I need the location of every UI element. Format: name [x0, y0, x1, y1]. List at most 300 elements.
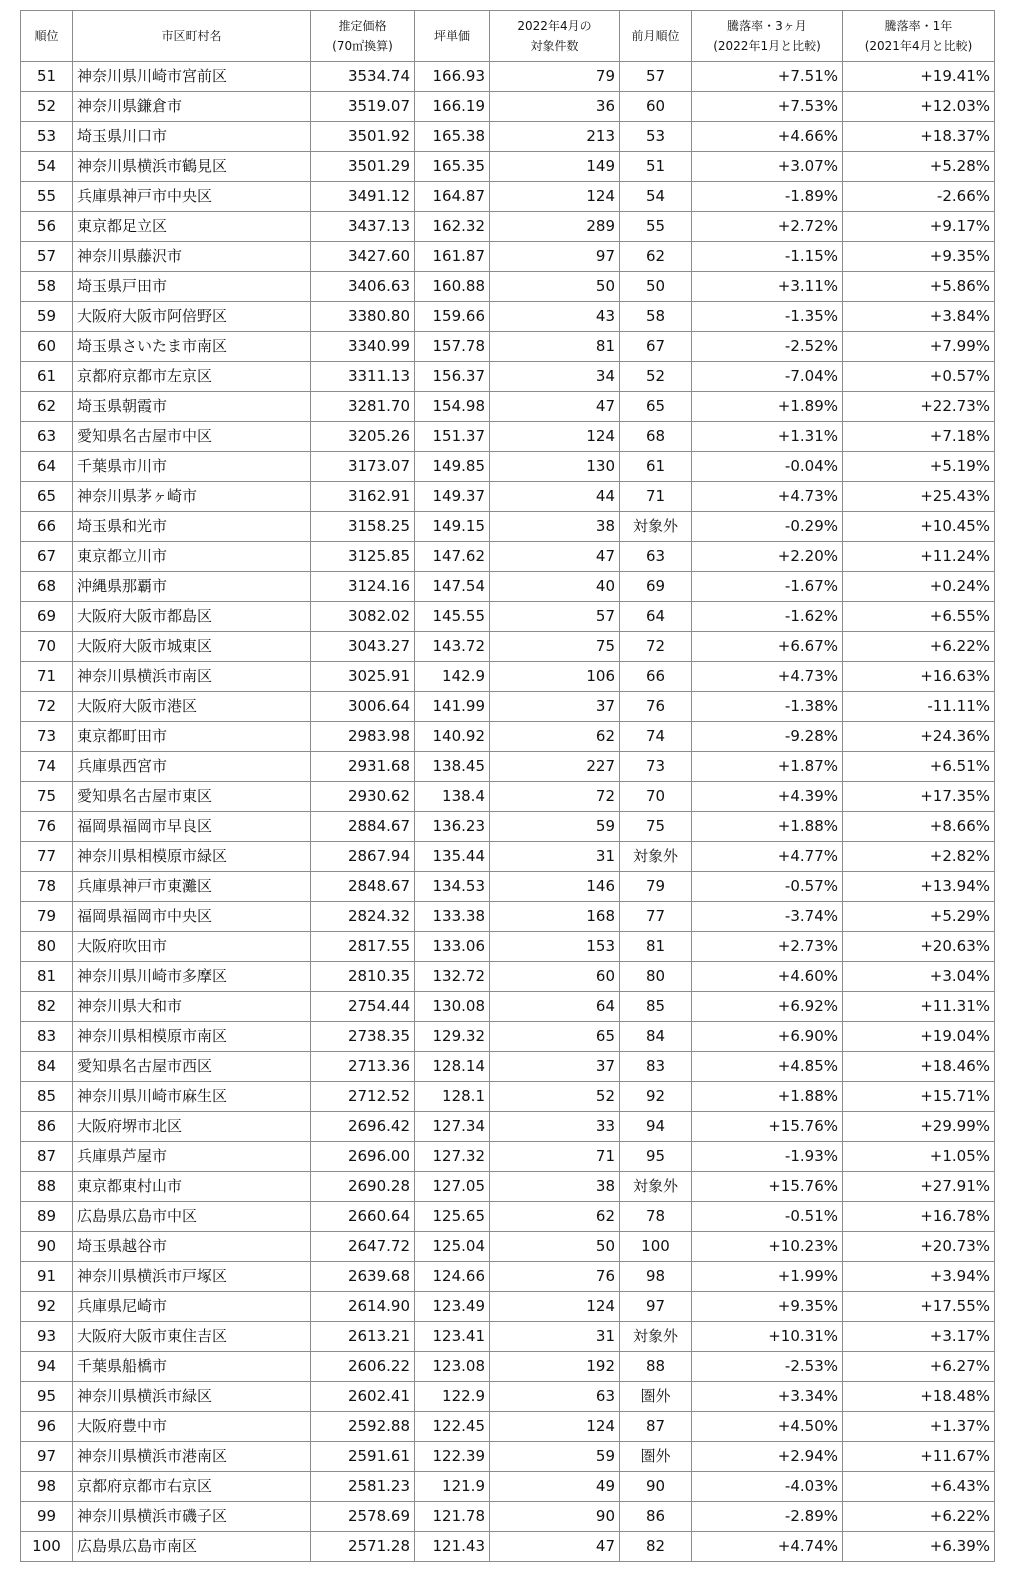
estimated-price-cell: 3205.26 — [311, 422, 415, 452]
municipality-cell: 埼玉県さいたま市南区 — [73, 332, 311, 362]
change-1-year-cell: +12.03% — [843, 92, 995, 122]
change-1-year-cell: +1.37% — [843, 1412, 995, 1442]
table-row — [21, 1172, 995, 1202]
tsubo-price-cell: 122.39 — [415, 1442, 490, 1472]
listing-count-cell: 33 — [490, 1112, 620, 1142]
tsubo-price-cell: 161.87 — [415, 242, 490, 272]
table-row — [21, 272, 995, 302]
listing-count-cell: 60 — [490, 962, 620, 992]
previous-rank-cell: 67 — [620, 332, 692, 362]
table-row — [21, 872, 995, 902]
listing-count-cell: 38 — [490, 1172, 620, 1202]
rank-cell: 79 — [21, 902, 73, 932]
rank-cell: 52 — [21, 92, 73, 122]
change-1-year-cell: +29.99% — [843, 1112, 995, 1142]
change-1-year-cell: +13.94% — [843, 872, 995, 902]
table-row — [21, 632, 995, 662]
listing-count-cell: 81 — [490, 332, 620, 362]
listing-count-cell: 76 — [490, 1262, 620, 1292]
municipality-cell: 埼玉県和光市 — [73, 512, 311, 542]
tsubo-price-cell: 127.05 — [415, 1172, 490, 1202]
listing-count-cell: 90 — [490, 1502, 620, 1532]
listing-count-cell: 213 — [490, 122, 620, 152]
rank-cell: 91 — [21, 1262, 73, 1292]
change-3-months-cell: +1.89% — [692, 392, 843, 422]
header-line: 推定価格 — [338, 19, 387, 33]
previous-rank-cell: 51 — [620, 152, 692, 182]
change-1-year-cell: +3.17% — [843, 1322, 995, 1352]
table-row — [21, 122, 995, 152]
header-line: (70㎡換算) — [332, 39, 393, 53]
tsubo-price-cell: 133.06 — [415, 932, 490, 962]
table-row — [21, 182, 995, 212]
tsubo-price-cell: 141.99 — [415, 692, 490, 722]
change-3-months-cell: -1.62% — [692, 602, 843, 632]
previous-rank-cell: 98 — [620, 1262, 692, 1292]
listing-count-cell: 62 — [490, 722, 620, 752]
previous-rank-cell: 94 — [620, 1112, 692, 1142]
change-1-year-cell: +2.82% — [843, 842, 995, 872]
header-rank — [21, 11, 73, 62]
change-3-months-cell: +10.23% — [692, 1232, 843, 1262]
municipality-cell: 兵庫県神戸市中央区 — [73, 182, 311, 212]
previous-rank-cell: 50 — [620, 272, 692, 302]
municipality-cell: 神奈川県茅ヶ崎市 — [73, 482, 311, 512]
previous-rank-cell: 69 — [620, 572, 692, 602]
estimated-price-cell: 3281.70 — [311, 392, 415, 422]
estimated-price-cell: 2592.88 — [311, 1412, 415, 1442]
change-3-months-cell: +2.73% — [692, 932, 843, 962]
table-row — [21, 1052, 995, 1082]
municipality-cell: 大阪府大阪市東住吉区 — [73, 1322, 311, 1352]
listing-count-cell: 62 — [490, 1202, 620, 1232]
rank-cell: 74 — [21, 752, 73, 782]
table-row — [21, 752, 995, 782]
estimated-price-cell: 3311.13 — [311, 362, 415, 392]
tsubo-price-cell: 129.32 — [415, 1022, 490, 1052]
estimated-price-cell: 3519.07 — [311, 92, 415, 122]
estimated-price-cell: 2983.98 — [311, 722, 415, 752]
estimated-price-cell: 2810.35 — [311, 962, 415, 992]
table-row — [21, 1472, 995, 1502]
listing-count-cell: 31 — [490, 842, 620, 872]
rank-cell: 75 — [21, 782, 73, 812]
change-3-months-cell: -7.04% — [692, 362, 843, 392]
change-1-year-cell: +6.27% — [843, 1352, 995, 1382]
municipality-cell: 大阪府豊中市 — [73, 1412, 311, 1442]
change-1-year-cell: +18.48% — [843, 1382, 995, 1412]
estimated-price-cell: 2738.35 — [311, 1022, 415, 1052]
previous-rank-cell: 対象外 — [620, 842, 692, 872]
municipality-cell: 神奈川県相模原市緑区 — [73, 842, 311, 872]
table-row — [21, 1502, 995, 1532]
listing-count-cell: 64 — [490, 992, 620, 1022]
tsubo-price-cell: 157.78 — [415, 332, 490, 362]
previous-rank-cell: 65 — [620, 392, 692, 422]
table-row — [21, 422, 995, 452]
table-row — [21, 332, 995, 362]
previous-rank-cell: 75 — [620, 812, 692, 842]
previous-rank-cell: 97 — [620, 1292, 692, 1322]
listing-count-cell: 47 — [490, 392, 620, 422]
table-row — [21, 572, 995, 602]
estimated-price-cell: 3125.85 — [311, 542, 415, 572]
change-1-year-cell: -11.11% — [843, 692, 995, 722]
municipality-cell: 埼玉県戸田市 — [73, 272, 311, 302]
listing-count-cell: 124 — [490, 182, 620, 212]
municipality-cell: 大阪府吹田市 — [73, 932, 311, 962]
table-row — [21, 932, 995, 962]
municipality-cell: 神奈川県相模原市南区 — [73, 1022, 311, 1052]
previous-rank-cell: 86 — [620, 1502, 692, 1532]
rank-cell: 51 — [21, 62, 73, 92]
rank-cell: 77 — [21, 842, 73, 872]
previous-rank-cell: 88 — [620, 1352, 692, 1382]
rank-cell: 97 — [21, 1442, 73, 1472]
change-3-months-cell: -3.74% — [692, 902, 843, 932]
municipality-cell: 神奈川県川崎市多摩区 — [73, 962, 311, 992]
municipality-cell: 東京都町田市 — [73, 722, 311, 752]
tsubo-price-cell: 138.45 — [415, 752, 490, 782]
change-1-year-cell: +6.51% — [843, 752, 995, 782]
municipality-cell: 愛知県名古屋市東区 — [73, 782, 311, 812]
municipality-cell: 兵庫県神戸市東灘区 — [73, 872, 311, 902]
listing-count-cell: 50 — [490, 1232, 620, 1262]
table-row — [21, 452, 995, 482]
tsubo-price-cell: 136.23 — [415, 812, 490, 842]
table-row — [21, 692, 995, 722]
tsubo-price-cell: 162.32 — [415, 212, 490, 242]
table-row — [21, 782, 995, 812]
listing-count-cell: 65 — [490, 1022, 620, 1052]
change-3-months-cell: +4.66% — [692, 122, 843, 152]
rank-cell: 55 — [21, 182, 73, 212]
listing-count-cell: 40 — [490, 572, 620, 602]
rank-cell: 57 — [21, 242, 73, 272]
municipality-cell: 東京都足立区 — [73, 212, 311, 242]
rank-cell: 90 — [21, 1232, 73, 1262]
header-line: (2021年4月と比較) — [864, 39, 973, 53]
table-row — [21, 1292, 995, 1322]
estimated-price-cell: 2614.90 — [311, 1292, 415, 1322]
table-row — [21, 542, 995, 572]
tsubo-price-cell: 149.85 — [415, 452, 490, 482]
tsubo-price-cell: 121.78 — [415, 1502, 490, 1532]
tsubo-price-cell: 130.08 — [415, 992, 490, 1022]
listing-count-cell: 49 — [490, 1472, 620, 1502]
tsubo-price-cell: 125.04 — [415, 1232, 490, 1262]
table-row — [21, 242, 995, 272]
listing-count-cell: 59 — [490, 812, 620, 842]
previous-rank-cell: 対象外 — [620, 1322, 692, 1352]
listing-count-cell: 43 — [490, 302, 620, 332]
estimated-price-cell: 2591.61 — [311, 1442, 415, 1472]
change-1-year-cell: +6.39% — [843, 1532, 995, 1562]
listing-count-cell: 124 — [490, 1292, 620, 1322]
municipality-cell: 神奈川県横浜市鶴見区 — [73, 152, 311, 182]
change-1-year-cell: +7.99% — [843, 332, 995, 362]
municipality-cell: 福岡県福岡市中央区 — [73, 902, 311, 932]
tsubo-price-cell: 127.34 — [415, 1112, 490, 1142]
estimated-price-cell: 3043.27 — [311, 632, 415, 662]
rank-cell: 69 — [21, 602, 73, 632]
listing-count-cell: 146 — [490, 872, 620, 902]
change-3-months-cell: -2.52% — [692, 332, 843, 362]
tsubo-price-cell: 159.66 — [415, 302, 490, 332]
header-previous-rank — [620, 11, 692, 62]
header-line: 順位 — [34, 29, 59, 43]
change-1-year-cell: +0.24% — [843, 572, 995, 602]
previous-rank-cell: 62 — [620, 242, 692, 272]
tsubo-price-cell: 154.98 — [415, 392, 490, 422]
previous-rank-cell: 64 — [620, 602, 692, 632]
header-change-3-months — [692, 11, 843, 62]
change-3-months-cell: +9.35% — [692, 1292, 843, 1322]
estimated-price-cell: 3025.91 — [311, 662, 415, 692]
previous-rank-cell: 54 — [620, 182, 692, 212]
rank-cell: 63 — [21, 422, 73, 452]
municipality-cell: 大阪府大阪市港区 — [73, 692, 311, 722]
tsubo-price-cell: 133.38 — [415, 902, 490, 932]
estimated-price-cell: 2754.44 — [311, 992, 415, 1022]
previous-rank-cell: 55 — [620, 212, 692, 242]
estimated-price-cell: 2712.52 — [311, 1082, 415, 1112]
municipality-cell: 千葉県船橋市 — [73, 1352, 311, 1382]
table-body — [21, 62, 995, 1562]
table-row — [21, 62, 995, 92]
municipality-cell: 神奈川県川崎市麻生区 — [73, 1082, 311, 1112]
change-3-months-cell: +4.85% — [692, 1052, 843, 1082]
table-row — [21, 512, 995, 542]
listing-count-cell: 168 — [490, 902, 620, 932]
change-3-months-cell: +10.31% — [692, 1322, 843, 1352]
tsubo-price-cell: 143.72 — [415, 632, 490, 662]
rank-cell: 92 — [21, 1292, 73, 1322]
table-row — [21, 482, 995, 512]
change-1-year-cell: +6.55% — [843, 602, 995, 632]
table-row — [21, 212, 995, 242]
change-3-months-cell: -1.38% — [692, 692, 843, 722]
rank-cell: 66 — [21, 512, 73, 542]
listing-count-cell: 37 — [490, 692, 620, 722]
change-1-year-cell: +3.94% — [843, 1262, 995, 1292]
rank-cell: 73 — [21, 722, 73, 752]
change-3-months-cell: -1.15% — [692, 242, 843, 272]
change-1-year-cell: +9.17% — [843, 212, 995, 242]
change-3-months-cell: +4.60% — [692, 962, 843, 992]
listing-count-cell: 192 — [490, 1352, 620, 1382]
listing-count-cell: 227 — [490, 752, 620, 782]
change-1-year-cell: +3.04% — [843, 962, 995, 992]
change-1-year-cell: +6.22% — [843, 632, 995, 662]
change-1-year-cell: +17.55% — [843, 1292, 995, 1322]
rank-cell: 68 — [21, 572, 73, 602]
rank-cell: 70 — [21, 632, 73, 662]
tsubo-price-cell: 121.43 — [415, 1532, 490, 1562]
listing-count-cell: 75 — [490, 632, 620, 662]
previous-rank-cell: 対象外 — [620, 512, 692, 542]
rank-cell: 86 — [21, 1112, 73, 1142]
change-1-year-cell: -2.66% — [843, 182, 995, 212]
previous-rank-cell: 80 — [620, 962, 692, 992]
listing-count-cell: 124 — [490, 422, 620, 452]
previous-rank-cell: 71 — [620, 482, 692, 512]
previous-rank-cell: 58 — [620, 302, 692, 332]
estimated-price-cell: 2571.28 — [311, 1532, 415, 1562]
listing-count-cell: 47 — [490, 542, 620, 572]
estimated-price-cell: 3380.80 — [311, 302, 415, 332]
rank-cell: 65 — [21, 482, 73, 512]
change-3-months-cell: +3.11% — [692, 272, 843, 302]
previous-rank-cell: 84 — [620, 1022, 692, 1052]
change-3-months-cell: +2.20% — [692, 542, 843, 572]
previous-rank-cell: 79 — [620, 872, 692, 902]
tsubo-price-cell: 123.49 — [415, 1292, 490, 1322]
tsubo-price-cell: 156.37 — [415, 362, 490, 392]
listing-count-cell: 149 — [490, 152, 620, 182]
rank-cell: 83 — [21, 1022, 73, 1052]
listing-count-cell: 38 — [490, 512, 620, 542]
estimated-price-cell: 2696.00 — [311, 1142, 415, 1172]
table-row — [21, 1202, 995, 1232]
previous-rank-cell: 73 — [620, 752, 692, 782]
previous-rank-cell: 92 — [620, 1082, 692, 1112]
listing-count-cell: 124 — [490, 1412, 620, 1442]
change-3-months-cell: -0.51% — [692, 1202, 843, 1232]
change-1-year-cell: +15.71% — [843, 1082, 995, 1112]
header-line: 2022年4月の — [517, 19, 592, 33]
tsubo-price-cell: 140.92 — [415, 722, 490, 752]
municipality-cell: 千葉県市川市 — [73, 452, 311, 482]
change-1-year-cell: +6.43% — [843, 1472, 995, 1502]
rank-cell: 98 — [21, 1472, 73, 1502]
municipality-cell: 広島県広島市中区 — [73, 1202, 311, 1232]
municipality-cell: 愛知県名古屋市中区 — [73, 422, 311, 452]
table-row — [21, 722, 995, 752]
municipality-cell: 福岡県福岡市早良区 — [73, 812, 311, 842]
estimated-price-cell: 3437.13 — [311, 212, 415, 242]
previous-rank-cell: 72 — [620, 632, 692, 662]
change-3-months-cell: -0.57% — [692, 872, 843, 902]
rank-cell: 62 — [21, 392, 73, 422]
previous-rank-cell: 60 — [620, 92, 692, 122]
estimated-price-cell: 2931.68 — [311, 752, 415, 782]
change-3-months-cell: +3.07% — [692, 152, 843, 182]
estimated-price-cell: 3006.64 — [311, 692, 415, 722]
rank-cell: 54 — [21, 152, 73, 182]
change-3-months-cell: +1.99% — [692, 1262, 843, 1292]
municipality-cell: 神奈川県横浜市港南区 — [73, 1442, 311, 1472]
change-1-year-cell: +5.86% — [843, 272, 995, 302]
estimated-price-cell: 3406.63 — [311, 272, 415, 302]
table-row — [21, 1082, 995, 1112]
tsubo-price-cell: 147.62 — [415, 542, 490, 572]
rank-cell: 93 — [21, 1322, 73, 1352]
tsubo-price-cell: 166.19 — [415, 92, 490, 122]
previous-rank-cell: 74 — [620, 722, 692, 752]
table-row — [21, 602, 995, 632]
previous-rank-cell: 対象外 — [620, 1172, 692, 1202]
municipality-cell: 東京都立川市 — [73, 542, 311, 572]
municipality-cell: 埼玉県越谷市 — [73, 1232, 311, 1262]
change-1-year-cell: +19.04% — [843, 1022, 995, 1052]
estimated-price-cell: 2713.36 — [311, 1052, 415, 1082]
change-1-year-cell: +24.36% — [843, 722, 995, 752]
change-3-months-cell: +4.50% — [692, 1412, 843, 1442]
change-1-year-cell: +16.63% — [843, 662, 995, 692]
tsubo-price-cell: 123.41 — [415, 1322, 490, 1352]
tsubo-price-cell: 149.15 — [415, 512, 490, 542]
change-1-year-cell: +18.46% — [843, 1052, 995, 1082]
table-row — [21, 1112, 995, 1142]
header-line: 騰落率・3ヶ月 — [727, 19, 807, 33]
rank-cell: 61 — [21, 362, 73, 392]
estimated-price-cell: 2578.69 — [311, 1502, 415, 1532]
change-1-year-cell: +8.66% — [843, 812, 995, 842]
change-3-months-cell: +7.51% — [692, 62, 843, 92]
header-line: 市区町村名 — [161, 29, 222, 43]
table-row — [21, 962, 995, 992]
municipality-cell: 神奈川県大和市 — [73, 992, 311, 1022]
change-1-year-cell: +22.73% — [843, 392, 995, 422]
tsubo-price-cell: 125.65 — [415, 1202, 490, 1232]
table-header-row — [21, 11, 995, 62]
listing-count-cell: 289 — [490, 212, 620, 242]
municipality-cell: 広島県広島市南区 — [73, 1532, 311, 1562]
municipality-cell: 兵庫県西宮市 — [73, 752, 311, 782]
municipality-cell: 京都府京都市右京区 — [73, 1472, 311, 1502]
listing-count-cell: 63 — [490, 1382, 620, 1412]
previous-rank-cell: 76 — [620, 692, 692, 722]
rank-cell: 72 — [21, 692, 73, 722]
listing-count-cell: 57 — [490, 602, 620, 632]
table-row — [21, 1022, 995, 1052]
previous-rank-cell: 圏外 — [620, 1382, 692, 1412]
change-1-year-cell: +11.31% — [843, 992, 995, 1022]
listing-count-cell: 44 — [490, 482, 620, 512]
municipality-cell: 大阪府堺市北区 — [73, 1112, 311, 1142]
tsubo-price-cell: 124.66 — [415, 1262, 490, 1292]
listing-count-cell: 31 — [490, 1322, 620, 1352]
previous-rank-cell: 63 — [620, 542, 692, 572]
tsubo-price-cell: 128.14 — [415, 1052, 490, 1082]
previous-rank-cell: 66 — [620, 662, 692, 692]
change-1-year-cell: +25.43% — [843, 482, 995, 512]
municipality-cell: 神奈川県横浜市磯子区 — [73, 1502, 311, 1532]
rank-cell: 64 — [21, 452, 73, 482]
change-3-months-cell: -4.03% — [692, 1472, 843, 1502]
previous-rank-cell: 57 — [620, 62, 692, 92]
rank-cell: 84 — [21, 1052, 73, 1082]
change-3-months-cell: -1.35% — [692, 302, 843, 332]
municipality-cell: 埼玉県川口市 — [73, 122, 311, 152]
rank-cell: 99 — [21, 1502, 73, 1532]
change-1-year-cell: +7.18% — [843, 422, 995, 452]
municipality-cell: 神奈川県鎌倉市 — [73, 92, 311, 122]
listing-count-cell: 72 — [490, 782, 620, 812]
listing-count-cell: 71 — [490, 1142, 620, 1172]
listing-count-cell: 37 — [490, 1052, 620, 1082]
change-1-year-cell: +9.35% — [843, 242, 995, 272]
rank-cell: 85 — [21, 1082, 73, 1112]
rank-cell: 78 — [21, 872, 73, 902]
tsubo-price-cell: 145.55 — [415, 602, 490, 632]
municipality-cell: 神奈川県横浜市南区 — [73, 662, 311, 692]
previous-rank-cell: 52 — [620, 362, 692, 392]
table-row — [21, 662, 995, 692]
rank-cell: 76 — [21, 812, 73, 842]
rank-cell: 87 — [21, 1142, 73, 1172]
